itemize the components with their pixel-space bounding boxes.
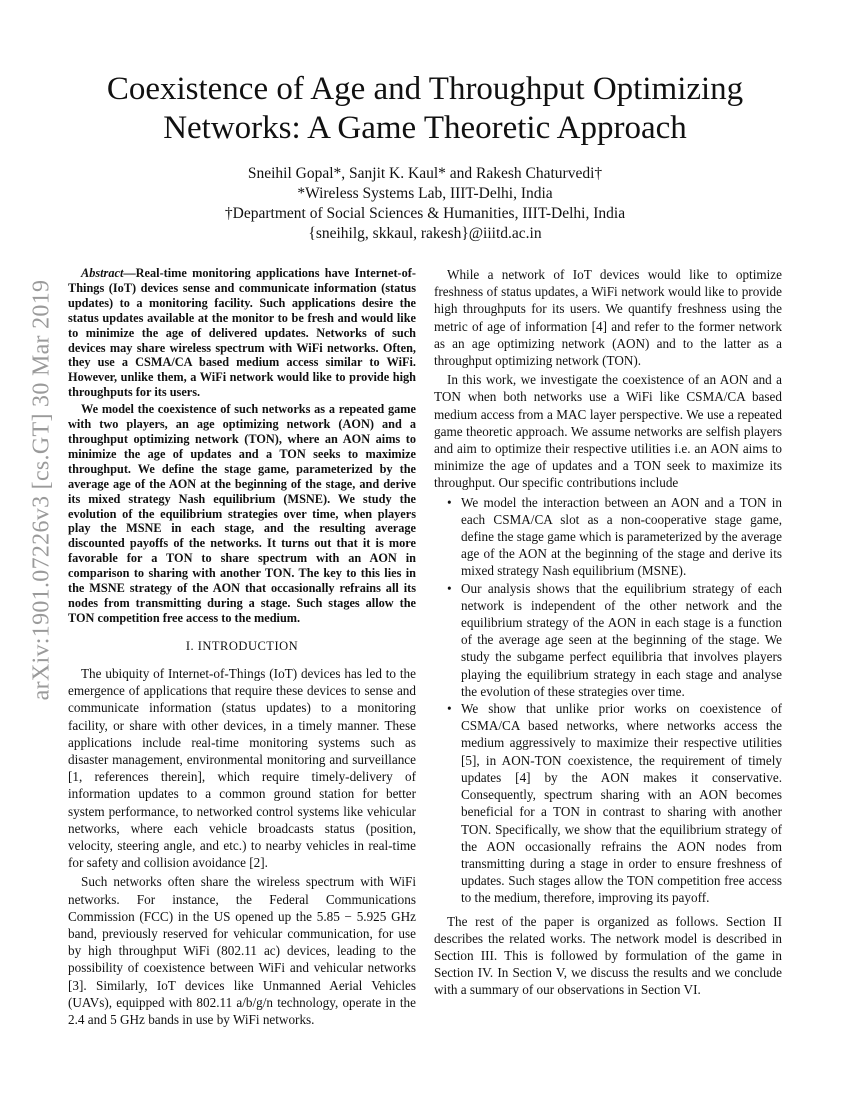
author-emails: {sneihilg, skkaul, rakesh}@iiitd.ac.in xyxy=(308,225,542,242)
abstract-paragraph-1 xyxy=(68,266,416,400)
right-column xyxy=(434,266,782,1001)
bullet-icon: • xyxy=(447,494,452,510)
left-column xyxy=(68,266,416,1030)
abstract-text-1: —Real-time monitoring applications have Internet-of-Things (IoT) devices sense and communicate information (status updates) to a monitoring facility. Such applications desire the status updates available at the monitor to be fresh and would like to minimize the age of delivered updates. Networks of such devices may share wireless spectrum with WiFi networks. Often, they use a CSMA/CA based medium access similar to WiFi. However, unlike them, a WiFi network would like to provide high throughputs for its users. xyxy=(68,266,416,400)
list-item xyxy=(447,580,782,700)
contribution-text-3: We show that unlike prior works on coexistence of CSMA/CA based networks, where networks access the medium aggressively to maximize their respective utilities [5], in AON-TON coexistence, the requirement of timely updates [4] by the AON makes it conservative. Consequently, spectrum sharing with an AON becomes beneficial for a TON in contrast to sharing with another TON. Specifically, we show that the equilibrium strategy of the AON occasionally refrains the AON nodes from transmitting during a stage in order to ensure freshness of updates. Such stages allow the TON competition free access to the medium, therefore, improving its payoff. xyxy=(461,701,782,906)
arxiv-identifier xyxy=(22,279,62,701)
affiliation-2: †Department of Social Sciences & Humanities, IIIT-Delhi, India xyxy=(224,205,626,222)
contributions-list xyxy=(434,494,782,907)
bullet-icon: • xyxy=(447,580,452,596)
author-block xyxy=(60,164,790,244)
abstract xyxy=(68,266,416,626)
right-paragraph-1: While a network of IoT devices would like to optimize freshness of status updates, a WiFi network would like to provide high throughputs for its users. We quantify freshness using the metric of age of information [4] and refer to the former network as an age optimizing network (AON) and to the latter as a throughput optimizing network (TON). xyxy=(434,267,782,369)
contribution-text-2: Our analysis shows that the equilibrium strategy of each network is independent of the other network and the equilibrium strategy of the AON in each stage is a function of the average age seen at the beginning of the stage. We study the subgame perfect equilibria that involves players playing the equilibrium strategy in each stage and analyse the evolution of these strategies over time. xyxy=(461,580,782,699)
contribution-text-1: We model the interaction between an AON and a TON in each CSMA/CA slot as a non-cooperative stage game, define the stage game which is parameterized by the average age of the AON at the beginning of the stage and derive its mixed strategy Nash equilibrium (MSNE). xyxy=(461,494,782,579)
right-paragraph-2: In this work, we investigate the coexistence of an AON and a TON when both networks use a WiFi like CSMA/CA based medium access from a MAC layer perspective. We use a repeated game theoretic approach. We assume networks are selfish players and aim to optimize their respective utilities i.e. an AON aims to minimize the age of updates and a TON seek to maximize its throughput. Our specific contributions include xyxy=(434,372,782,491)
affiliation-1: *Wireless Systems Lab, IIIT-Delhi, India xyxy=(297,185,553,202)
abstract-paragraph-2: We model the coexistence of such networks as a repeated game with two players, an age optimizing network (AON) and a throughput optimizing network (TON), where an AON aims to minimize the age of updates and a TON seeks to maximize throughput. We define the stage game, parameterized by the average age of the AON at the beginning of the stage, and derive its mixed strategy Nash equilibrium (MSNE). We study the evolution of the equilibrium strategies over time, when players play the MSNE in each stage, and the resulting average discounted payoffs of the networks. It turns out that it is more favorable for a TON to share spectrum with an AON in comparison to sharing with another TON. The key to this lies in the MSNE strategy of the AON that occasionally refrains all its nodes from transmitting during a stage. Such stages allow the TON competition free access to the medium. xyxy=(68,402,416,625)
paper-title xyxy=(60,70,790,148)
intro-paragraph-2: Such networks often share the wireless spectrum with WiFi networks. For instance, the Federal Communications Commission (FCC) in the US opened up the 5.85 − 5.925 GHz band, previously reserved for vehicular communication, for use by high throughput WiFi (802.11 ac) devices, leading to the possibility of coexistence between WiFi and vehicular networks [3]. Similarly, IoT devices like Unmanned Aerial Vehicles (UAVs), equipped with 802.11 a/b/g/n technology, operate in the 2.4 and 5 GHz bands in use by WiFi networks. xyxy=(68,874,416,1028)
list-item xyxy=(447,494,782,580)
section-heading-introduction: I. INTRODUCTION xyxy=(185,638,299,653)
bullet-icon: • xyxy=(447,701,452,717)
abstract-label: Abstract xyxy=(81,266,124,280)
right-paragraph-3: The rest of the paper is organized as follows. Section II describes the related works. The network model is described in Section III. This is followed by formulation of the game in Section IV. In Section V, we discuss the results and we conclude with a summary of our observations in Section VI. xyxy=(434,913,782,998)
list-item xyxy=(447,700,782,906)
author-names: Sneihil Gopal*, Sanjit K. Kaul* and Rakesh Chaturvedi† xyxy=(247,165,603,182)
intro-paragraph-1: The ubiquity of Internet-of-Things (IoT) devices has led to the emergence of applications that require these devices to sense and communicate information (status updates) to a monitoring facility, or share with other devices, in a timely manner. These applications include real-time monitoring systems such as disaster management, environmental monitoring and surveillance [1, references therein], which require timely-delivery of information updates to a common ground station for better system performance, to networked control systems like vehicular networks, where each vehicle broadcasts status (position, velocity, steering angle, and etc.) to nearby vehicles in real-time for safety and collision avoidance [2]. xyxy=(68,665,416,871)
arxiv-identifier-text: arXiv:1901.07226v3 [cs.GT] 30 Mar 2019 xyxy=(28,279,55,701)
title-line-1: Coexistence of Age and Throughput Optimizing xyxy=(106,71,744,107)
title-line-2: Networks: A Game Theoretic Approach xyxy=(163,110,687,146)
